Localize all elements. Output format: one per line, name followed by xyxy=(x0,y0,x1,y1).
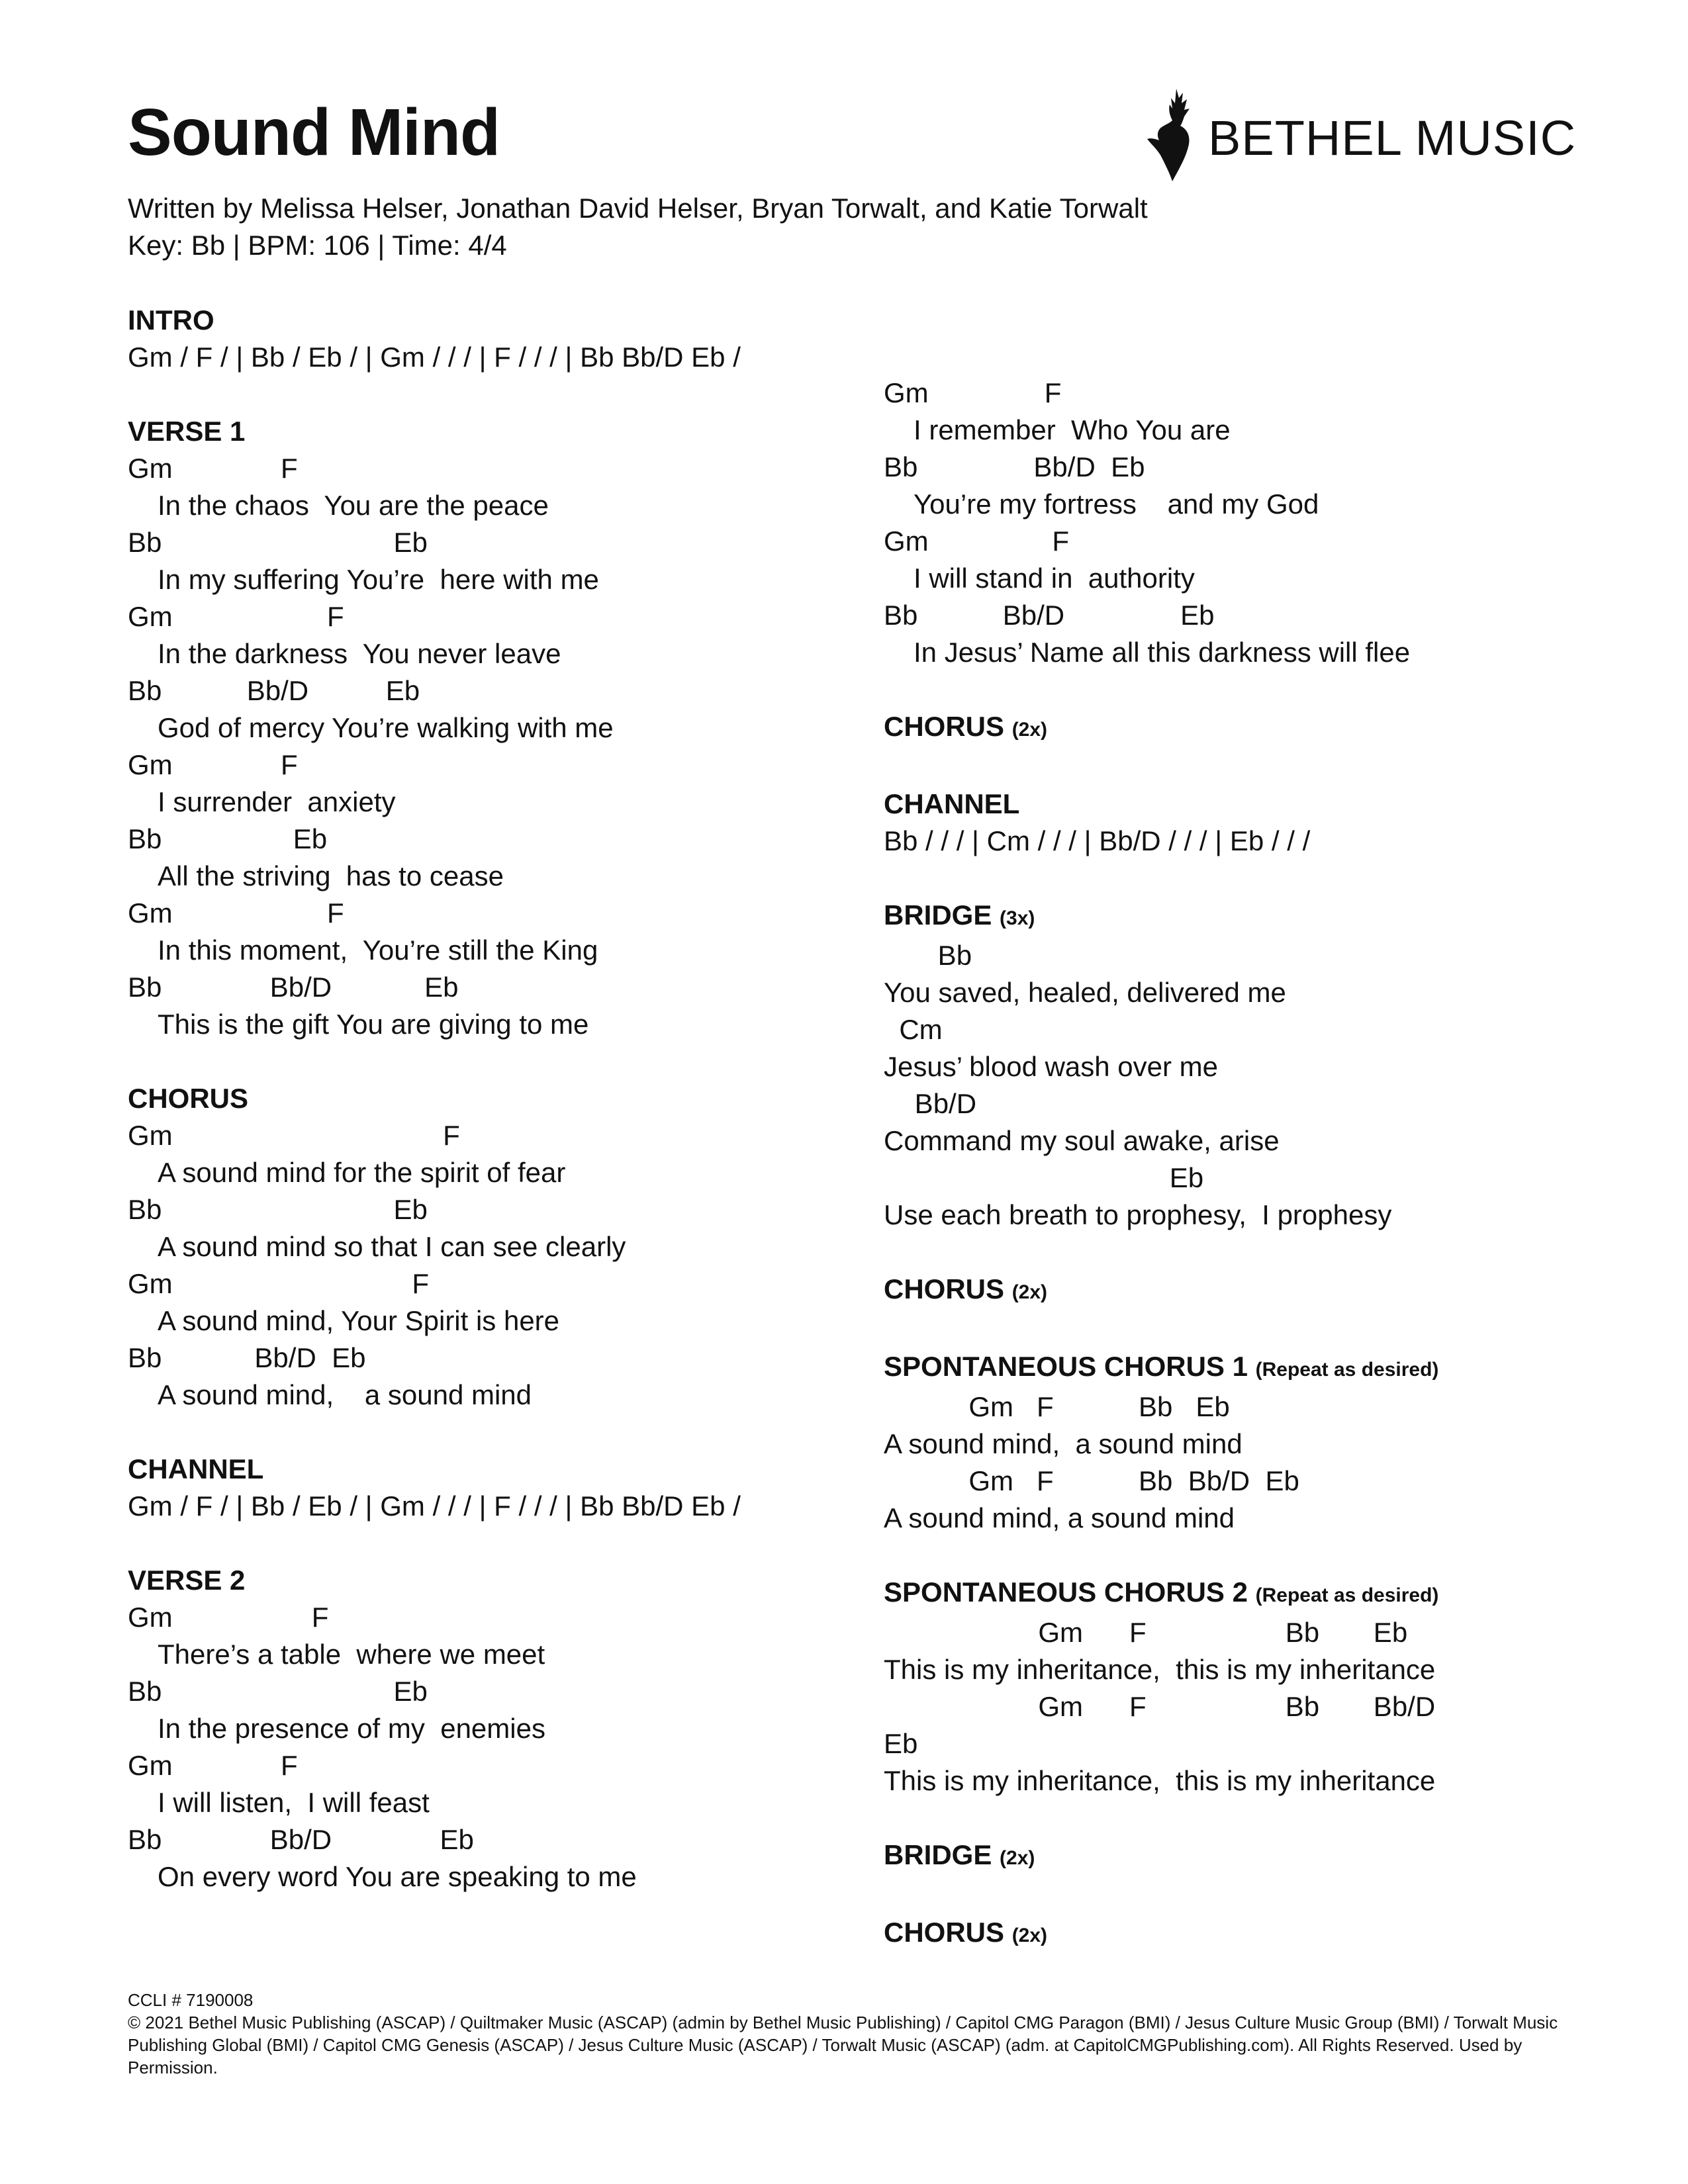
lyric-line: In Jesus’ Name all this darkness will flee xyxy=(914,637,1411,668)
chord-line: Gm F xyxy=(884,525,1070,557)
section-heading xyxy=(128,413,856,450)
section-continuation xyxy=(884,375,1612,671)
section-heading xyxy=(884,1574,1612,1614)
left-column xyxy=(128,302,856,1933)
chord-line: Gm / F / | Bb / Eb / | Gm / / / | F / / / | Bb Bb/D Eb / xyxy=(128,1490,741,1522)
chord-line: Gm F Bb Bb/D xyxy=(884,1691,1436,1722)
lyric-line: This is my inheritance, this is my inheritance xyxy=(884,1654,1436,1685)
chord-line: Bb/D xyxy=(884,1088,977,1119)
lyric-line: This is the gift You are giving to me xyxy=(158,1009,589,1040)
lyric-line: All the striving has to cease xyxy=(158,860,504,891)
section-channel xyxy=(884,786,1612,860)
section-intro xyxy=(128,302,856,376)
chord-line: Eb xyxy=(884,1162,1204,1193)
logo-wordmark: BETHEL MUSIC xyxy=(1208,111,1577,165)
lyric-line: God of mercy You’re walking with me xyxy=(158,712,614,743)
chord-line: Bb Eb xyxy=(128,1194,428,1225)
chord-line: Bb / / / | Cm / / / | Bb/D / / / | Eb / / / xyxy=(884,825,1311,856)
section-bridge xyxy=(884,897,1612,1234)
lyric-line: You saved, healed, delivered me xyxy=(884,977,1286,1008)
chord-line: Bb Bb/D Eb xyxy=(128,972,459,1003)
section-heading xyxy=(884,1348,1612,1388)
chord-line: Gm F xyxy=(128,897,344,929)
chord-line: Bb xyxy=(884,940,972,971)
lyric-line: There’s a table where we meet xyxy=(158,1639,545,1670)
song-title: Sound Mind xyxy=(128,95,500,169)
lyric-line: On every word You are speaking to me xyxy=(158,1861,637,1892)
section-heading-label: CHORUS xyxy=(128,1083,249,1114)
section-repeat-note: (2x) xyxy=(1011,1281,1048,1303)
section-heading-label: INTRO xyxy=(128,304,214,336)
section-heading-label: VERSE 1 xyxy=(128,416,246,447)
section-heading xyxy=(884,1914,1612,1954)
chord-line: Bb Eb xyxy=(128,1676,428,1707)
section-heading xyxy=(128,1562,856,1599)
chord-line: Gm F Bb Eb xyxy=(884,1391,1230,1422)
chord-line: Cm xyxy=(884,1014,943,1045)
section-spontaneous-chorus-2 xyxy=(884,1574,1612,1799)
section-heading xyxy=(884,786,1612,823)
section-repeat-note: (3x) xyxy=(1000,907,1035,929)
key-bpm-time: Key: Bb | BPM: 106 | Time: 4/4 xyxy=(128,230,507,261)
section-repeat-note: (Repeat as desired) xyxy=(1255,1359,1439,1381)
section-bridge xyxy=(884,1837,1612,1877)
section-repeat-note: (2x) xyxy=(1011,1925,1048,1946)
lyric-line: In the presence of my enemies xyxy=(158,1713,545,1744)
section-heading-label: CHORUS xyxy=(884,711,1005,742)
bethel-music-logo xyxy=(1142,86,1577,185)
chord-line: Gm F xyxy=(128,453,298,484)
lyric-line: In this moment, You’re still the King xyxy=(158,934,598,966)
chord-line: Gm F xyxy=(128,1750,298,1781)
section-repeat-note: (Repeat as desired) xyxy=(1255,1584,1439,1606)
chord-line: Bb Eb xyxy=(128,823,328,854)
chord-line: Bb Bb/D Eb xyxy=(884,600,1215,631)
section-chorus xyxy=(884,1271,1612,1311)
lyric-line: A sound mind, a sound mind xyxy=(158,1379,532,1410)
section-heading xyxy=(128,1451,856,1488)
section-heading xyxy=(884,1837,1612,1877)
chord-line: Bb Bb/D Eb xyxy=(128,675,420,706)
chord-line: Gm / F / | Bb / Eb / | Gm / / / | F / / / | Bb Bb/D Eb / xyxy=(128,341,741,373)
copyright-notice: © 2021 Bethel Music Publishing (ASCAP) / Quiltmaker Music (ASCAP) (admin by Bethel Music Publishing) / Capitol CMG Paragon (BMI) / Jesus Culture Music Group (BMI) / Torwalt Music Publishing Global (BMI) / Capitol CMG Genesis (ASCAP) / Jesus Culture Music (ASCAP) / Torwalt Music (ASCAP) (adm. at CapitolCMGPublishing.com). All Rights Reserved. Used by Permission. xyxy=(128,2013,1558,2077)
lyric-line: A sound mind for the spirit of fear xyxy=(158,1157,566,1188)
right-column xyxy=(884,375,1612,1991)
footer xyxy=(128,1989,1577,2079)
lyric-line: You’re my fortress and my God xyxy=(914,488,1319,520)
section-repeat-note: (2x) xyxy=(1011,719,1048,741)
section-heading-label: CHANNEL xyxy=(884,788,1020,819)
section-chorus xyxy=(884,708,1612,749)
section-heading-label: SPONTANEOUS CHORUS 1 xyxy=(884,1351,1248,1382)
ccli-number: CCLI # 7190008 xyxy=(128,1990,254,2010)
chord-line: Gm F xyxy=(128,1602,329,1633)
section-channel xyxy=(128,1451,856,1525)
chord-line: Bb Bb/D Eb xyxy=(128,1342,366,1373)
lyric-line: A sound mind, Your Spirit is here xyxy=(158,1305,560,1336)
section-heading-label: CHORUS xyxy=(884,1273,1005,1304)
stag-head-icon xyxy=(1142,86,1205,185)
lyric-line: I surrender anxiety xyxy=(158,786,396,817)
section-verse-2 xyxy=(128,1562,856,1895)
section-heading xyxy=(884,1271,1612,1311)
section-heading xyxy=(884,708,1612,749)
lyric-line: A sound mind so that I can see clearly xyxy=(158,1231,626,1262)
chord-line: Bb Bb/D Eb xyxy=(128,1824,474,1855)
chord-line: Eb xyxy=(884,1728,918,1759)
section-heading xyxy=(128,302,856,339)
section-heading-label: CHORUS xyxy=(884,1917,1005,1948)
writers-credit: Written by Melissa Helser, Jonathan David Helser, Bryan Torwalt, and Katie Torwalt xyxy=(128,193,1148,224)
chord-line: Gm F xyxy=(884,377,1062,408)
lyric-line: This is my inheritance, this is my inheritance xyxy=(884,1765,1436,1796)
lyric-line: A sound mind, a sound mind xyxy=(884,1502,1235,1533)
chord-line: Gm F Bb Bb/D Eb xyxy=(884,1465,1299,1496)
lyric-line: I will stand in authority xyxy=(914,563,1195,594)
section-heading-label: SPONTANEOUS CHORUS 2 xyxy=(884,1576,1248,1608)
section-chorus xyxy=(128,1080,856,1414)
section-chorus xyxy=(884,1914,1612,1954)
section-heading-label: CHANNEL xyxy=(128,1453,264,1484)
chord-line: Gm F Bb Eb xyxy=(884,1617,1408,1648)
chord-line: Gm F xyxy=(128,1120,460,1151)
section-heading xyxy=(884,897,1612,937)
lyric-line: A sound mind, a sound mind xyxy=(884,1428,1243,1459)
lyric-line: I will listen, I will feast xyxy=(158,1787,430,1818)
section-verse-1 xyxy=(128,413,856,1043)
chord-line: Bb Eb xyxy=(128,527,428,558)
lyric-line: Command my soul awake, arise xyxy=(884,1125,1280,1156)
chord-line: Bb Bb/D Eb xyxy=(884,451,1145,482)
lyric-line: In the darkness You never leave xyxy=(158,638,561,669)
section-heading-label: VERSE 2 xyxy=(128,1565,246,1596)
section-spontaneous-chorus-1 xyxy=(884,1348,1612,1537)
chord-line: Gm F xyxy=(128,749,298,780)
lyric-line: Use each breath to prophesy, I prophesy xyxy=(884,1199,1392,1230)
chord-line: Gm F xyxy=(128,601,344,632)
lyric-line: I remember Who You are xyxy=(914,414,1231,445)
lyric-line: Jesus’ blood wash over me xyxy=(884,1051,1219,1082)
chord-line: Gm F xyxy=(128,1268,430,1299)
section-repeat-note: (2x) xyxy=(1000,1847,1035,1869)
section-heading-label: BRIDGE xyxy=(884,1839,992,1870)
section-heading xyxy=(128,1080,856,1117)
section-heading-label: BRIDGE xyxy=(884,899,992,931)
lyric-line: In the chaos You are the peace xyxy=(158,490,549,521)
lyric-line: In my suffering You’re here with me xyxy=(158,564,599,595)
